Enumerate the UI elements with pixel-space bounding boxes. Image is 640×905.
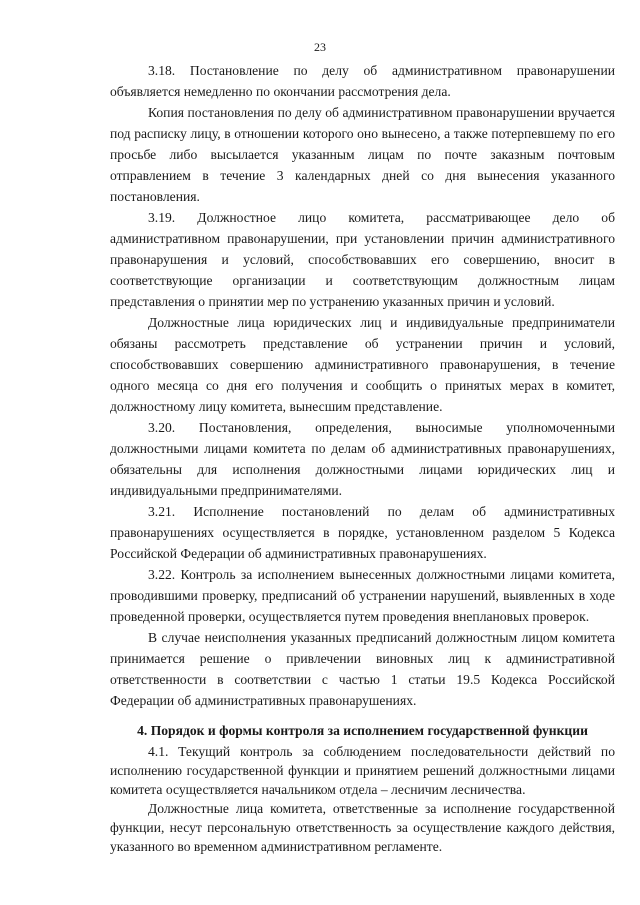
paragraph-3-18-copy: Копия постановления по делу об административном правонарушении вручается под расписку лицу, в отношении которого оно вынесено, а также потерпевшему по его просьбе либо высылается указанным лицам по почте заказным почтовым отправлением в течение 3 календарных дней со дня вынесения указанного постановления. xyxy=(110,105,615,204)
paragraph-3-19: 3.19. Должностное лицо комитета, рассматривающее дело об административном правонарушении, при установлении причин административного правонарушения и условий, способствовавших его совершению, вносит в соответствующие организации и соответствующим должностным лицам представления о принятии мер по устранению указанных причин и условий. xyxy=(110,210,615,309)
paragraph-3-21: 3.21. Исполнение постановлений по делам об административных правонарушениях осуществляется в порядке, установленном разделом 5 Кодекса Российской Федерации об административных правонарушениях. xyxy=(110,504,615,561)
paragraph-3-22-failure: В случае неисполнения указанных предписаний должностным лицом комитета принимается решение о привлечении виновных лиц к административной ответственности в соответствии с частью 1 статьи 19.5 Кодекса Российской Федерации об административных правонарушениях. xyxy=(110,630,615,708)
paragraph-3-19-officials: Должностные лица юридических лиц и индивидуальные предприниматели обязаны рассмотреть представление об устранении причин и условий, способствовавших совершению административного правонарушения, в течение одного месяца со дня его получения и сообщить о принятых мерах в комитет, должностному лицу комитета, вынесшим представление. xyxy=(110,315,615,414)
paragraph-4-1-responsibility: Должностные лица комитета, ответственные за исполнение государственной функции, несут персональную ответственность за осуществление каждого действия, указанного во временном административном регламенте. xyxy=(110,801,615,854)
page-number: 23 xyxy=(314,40,326,54)
document-body xyxy=(110,60,615,856)
paragraph-3-18: 3.18. Постановление по делу об административном правонарушении объявляется немедленно по окончании рассмотрения дела. xyxy=(110,63,615,99)
paragraph-3-22: 3.22. Контроль за исполнением вынесенных должностными лицами комитета, проводившими проверку, предписаний об устранении нарушений, выявленных в ходе проведенной проверки, осуществляется путем проведения внеплановых проверок. xyxy=(110,567,615,624)
paragraph-4-1: 4.1. Текущий контроль за соблюдением последовательности действий по исполнению государственной функции и принятием решений должностными лицами комитета осуществляется начальником отдела – лесничим лесничества. xyxy=(110,744,615,797)
paragraph-3-20: 3.20. Постановления, определения, выносимые уполномоченными должностными лицами комитета по делам об административных правонарушениях, обязательны для исполнения должностными лицами юридических лиц и индивидуальными предпринимателями. xyxy=(110,420,615,498)
section-4-heading: 4. Порядок и формы контроля за исполнением государственной функции xyxy=(137,723,588,738)
